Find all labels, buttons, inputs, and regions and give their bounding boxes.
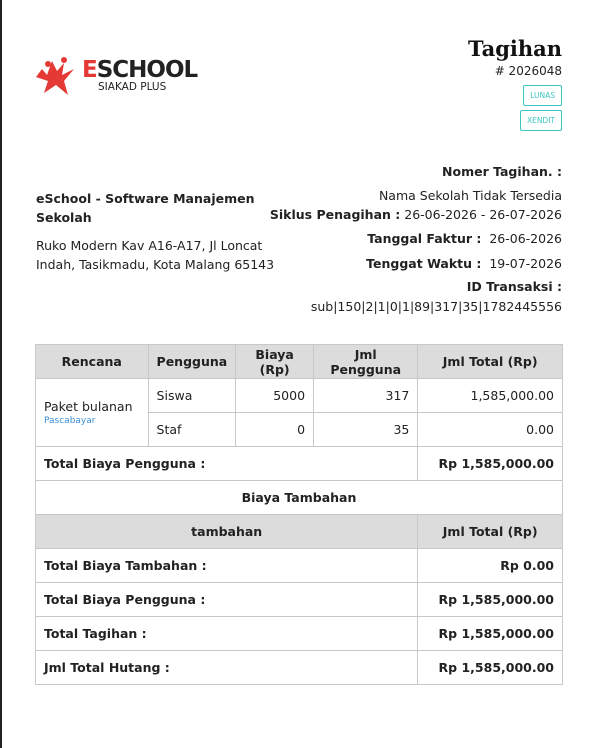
- total-user-fee-value-2: Rp 1,585,000.00: [418, 583, 563, 617]
- table-header-row: [36, 345, 563, 379]
- transaction-id-label: ID Transaksi :: [466, 279, 562, 294]
- total-extra-row: [36, 549, 563, 583]
- col-total: Jml Total (Rp): [418, 345, 563, 379]
- company-name: eSchool - Software Manajemen Sekolah: [36, 191, 255, 225]
- invoice-table: [35, 344, 563, 685]
- total-debt-row: [36, 651, 563, 685]
- user-type: Staf: [148, 413, 236, 447]
- user-count: 35: [314, 413, 418, 447]
- col-user: Pengguna: [148, 345, 236, 379]
- total-user-fee-label: Total Biaya Pengguna :: [36, 447, 418, 481]
- total-user-fee-row: [36, 447, 563, 481]
- extra-fee-title: Biaya Tambahan: [36, 481, 563, 515]
- due-date: Tenggat Waktu : 19-07-2026: [366, 256, 562, 271]
- company-address: Ruko Modern Kav A16-A17, Jl Loncat Indah, Tasikmadu, Kota Malang 65143: [36, 238, 275, 272]
- col-extra-total: Jml Total (Rp): [418, 515, 563, 549]
- total-bill-row: [36, 617, 563, 651]
- total-debt-value: Rp 1,585,000.00: [418, 651, 563, 685]
- total-bill-value: Rp 1,585,000.00: [418, 617, 563, 651]
- user-count: 317: [314, 379, 418, 413]
- user-total: 1,585,000.00: [418, 379, 563, 413]
- invoice-number: # 2026048: [494, 64, 562, 78]
- user-type: Siswa: [148, 379, 236, 413]
- invoice-no-label: Nomer Tagihan. :: [442, 164, 562, 179]
- total-user-fee-row-2: [36, 583, 563, 617]
- extra-fee-title-row: [36, 481, 563, 515]
- logo-subtitle: SIAKAD PLUS: [98, 81, 167, 93]
- total-extra-label: Total Biaya Tambahan :: [36, 549, 418, 583]
- eschool-logo-icon: [34, 55, 78, 97]
- plan-name: Paket bulanan: [44, 399, 133, 414]
- col-user-count: Jml Pengguna: [314, 345, 418, 379]
- logo-wordmark: ESCHOOL: [82, 57, 198, 83]
- invoice-date: Tanggal Faktur : 26-06-2026: [367, 231, 562, 246]
- page-left-border: [0, 0, 2, 748]
- payment-gateway-badge: XENDIT: [520, 110, 562, 131]
- eschool-logo: [34, 55, 198, 97]
- total-extra-value: Rp 0.00: [418, 549, 563, 583]
- user-fee: 5000: [236, 379, 314, 413]
- col-plan: Rencana: [36, 345, 149, 379]
- table-row: [36, 379, 563, 413]
- transaction-id-value: sub|150|2|1|0|1|89|317|35|1782445556: [310, 299, 562, 314]
- status-badge-paid: LUNAS: [523, 85, 562, 106]
- col-extra: tambahan: [36, 515, 418, 549]
- billing-cycle: Siklus Penagihan : 26-06-2026 - 26-07-2026: [269, 207, 562, 222]
- plan-type: Pascabayar: [44, 416, 96, 426]
- user-total: 0.00: [418, 413, 563, 447]
- col-fee: Biaya (Rp): [236, 345, 314, 379]
- total-user-fee-label-2: Total Biaya Pengguna :: [36, 583, 418, 617]
- total-bill-label: Total Tagihan :: [36, 617, 418, 651]
- total-user-fee-value: Rp 1,585,000.00: [418, 447, 563, 481]
- school-name: Nama Sekolah Tidak Tersedia: [378, 188, 562, 203]
- invoice-title: Tagihan: [467, 36, 562, 61]
- company-info: [36, 189, 276, 274]
- user-fee: 0: [236, 413, 314, 447]
- total-debt-label: Jml Total Hutang :: [36, 651, 418, 685]
- plan-cell: [36, 379, 149, 447]
- extra-fee-header-row: [36, 515, 563, 549]
